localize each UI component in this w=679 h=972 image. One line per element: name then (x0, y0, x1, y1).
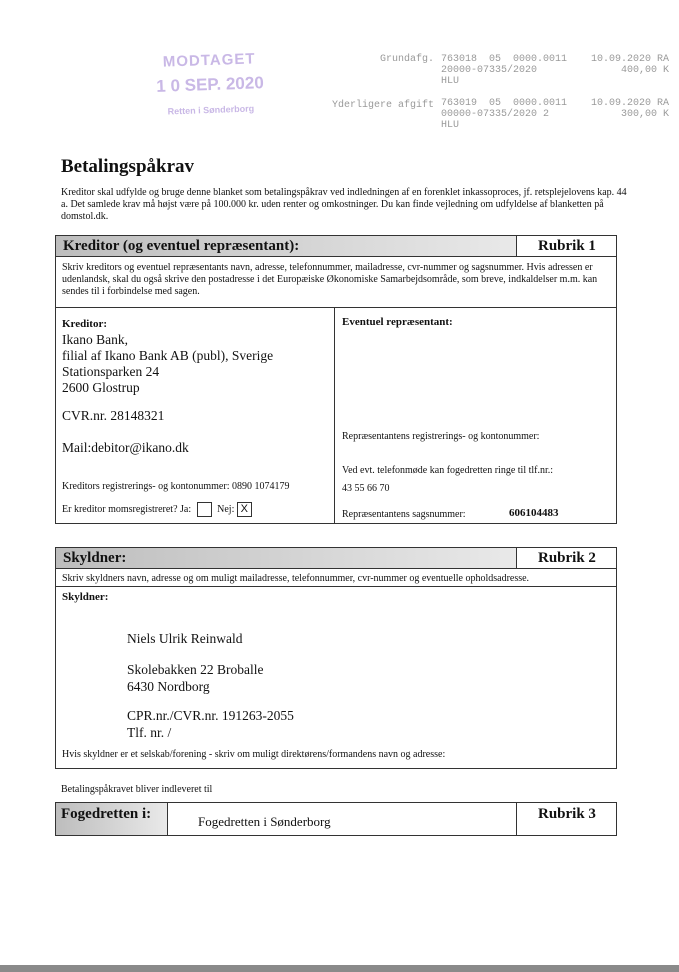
kreditor-name-line2: filial af Ikano Bank AB (publ), Sverige (62, 348, 274, 363)
kreditor-reg-konto: Kreditors registrerings- og kontonummer: 0890 1074179 (62, 481, 290, 492)
representant-reg-konto: Repræsentantens registrerings- og kontonummer: (342, 431, 540, 442)
phone-label: Ved evt. telefonmøde kan fogedretten ringe til tlf.nr.: (342, 465, 554, 476)
rubrik2-instructions-box (55, 568, 617, 587)
scan-edge (0, 965, 679, 972)
kreditor-city: 2600 Glostrup (62, 380, 140, 395)
skyldner-address2: 6430 Nordborg (127, 679, 210, 694)
kreditor-cvr: CVR.nr. 28148321 (62, 408, 165, 423)
rubrik1-title: Kreditor (og eventuel repræsentant): (63, 238, 300, 254)
rubrik1-instructions: Skriv kreditors og eventuel repræsentants navn, adresse, telefonnummer, mailadresse, cvr-nummer og sagsnummer. Hvis adressen er udenlandsk, skal du også skrive den postadresse i det Europæiske Økonomiske Samarbejdsområde, som breve, indkaldelser m.m. kan sendes til i forbindelse med sagen. (62, 262, 598, 297)
rubrik1-number (516, 235, 617, 257)
moms-no-checkbox[interactable]: X (237, 502, 252, 517)
skyldner-address1: Skolebakken 22 Broballe (127, 662, 264, 677)
stamp-received-text: MODTAGET (162, 50, 256, 71)
rubrik2-instructions: Skriv skyldners navn, adresse og om muligt mailadresse, telefonnummer, cvr-nummer og eventuelle opholdsadresse. (62, 573, 530, 584)
kreditor-box (55, 307, 335, 524)
stamp-date: 1 0 SEP. 2020 (156, 73, 265, 96)
representant-label: Eventuel repræsentant: (342, 316, 453, 328)
rubrik3-title: Fogedretten i: (61, 806, 152, 822)
kreditor-label: Kreditor: (62, 318, 108, 330)
rubrik1-instructions-box (55, 256, 617, 308)
kreditor-street: Stationsparken 24 (62, 364, 160, 379)
phone-number: 43 55 66 70 (342, 483, 390, 494)
rubrik1-header (55, 235, 517, 257)
rubrik2-title: Skyldner: (63, 550, 127, 566)
rubrik3-header (55, 802, 168, 836)
rubrik2-number (516, 547, 617, 569)
delivered-to-label: Betalingspåkravet bliver indleveret til (61, 784, 213, 795)
filing-row1-ref: 763018 05 0000.0011 20000-07335/2020 HLU (441, 54, 568, 87)
filing-row2-label: Yderligere afgift (332, 100, 435, 111)
rubrik3-court: Fogedretten i Sønderborg (198, 814, 331, 829)
stamp-court: Retten i Sønderborg (167, 103, 255, 117)
filing-row2-date-amount: 10.09.2020 RA 300,00 K (590, 98, 669, 120)
intro-text: Kreditor skal udfylde og bruge denne blanket som betalingspåkrav ved indledningen af en forenklet inkassoproces, jf. retsplejelovens kap. 44 a. Det samlede krav må højst være på 100.000 kr. uden renter og omkostninger. Du kan finde vejledning om udfyldelse af blanketten på domstol.dk. (61, 187, 627, 222)
rubrik1-number-label: Rubrik 1 (538, 238, 596, 254)
representant-box (334, 307, 617, 524)
moms-question (62, 502, 252, 517)
rubrik3-number (516, 802, 617, 836)
skyldner-tlf: Tlf. nr. / (127, 725, 172, 740)
company-note: Hvis skyldner er et selskab/forening - skriv om muligt direktørens/formandens navn og adresse: (62, 749, 446, 760)
filing-row1-date-amount: 10.09.2020 RA 400,00 K (590, 54, 669, 76)
filing-row1-label: Grundafg. (380, 54, 435, 65)
page-title: Betalingspåkrav (61, 156, 195, 177)
skyldner-name: Niels Ulrik Reinwald (127, 631, 243, 646)
kreditor-name-line1: Ikano Bank, (62, 332, 128, 347)
moms-question-label: Er kreditor momsregistreret? Ja: (62, 503, 192, 515)
skyldner-label: Skyldner: (62, 591, 109, 603)
rubrik2-number-label: Rubrik 2 (538, 550, 596, 566)
received-stamp (144, 50, 276, 117)
skyldner-cpr: CPR.nr./CVR.nr. 191263-2055 (127, 708, 294, 723)
rubrik2-header (55, 547, 517, 569)
moms-no-label: Nej: (217, 503, 235, 515)
filing-row2-ref: 763019 05 0000.0011 00000-07335/2020 2 HLU (441, 98, 568, 131)
representant-case-label: Repræsentantens sagsnummer: (342, 509, 466, 520)
skyldner-box (55, 586, 617, 769)
moms-yes-checkbox[interactable] (197, 502, 212, 517)
rubrik3-number-label: Rubrik 3 (538, 806, 596, 822)
representant-case-number: 606104483 (509, 507, 559, 519)
kreditor-mail: Mail:debitor@ikano.dk (62, 440, 189, 455)
rubrik3-value-box (167, 802, 517, 836)
